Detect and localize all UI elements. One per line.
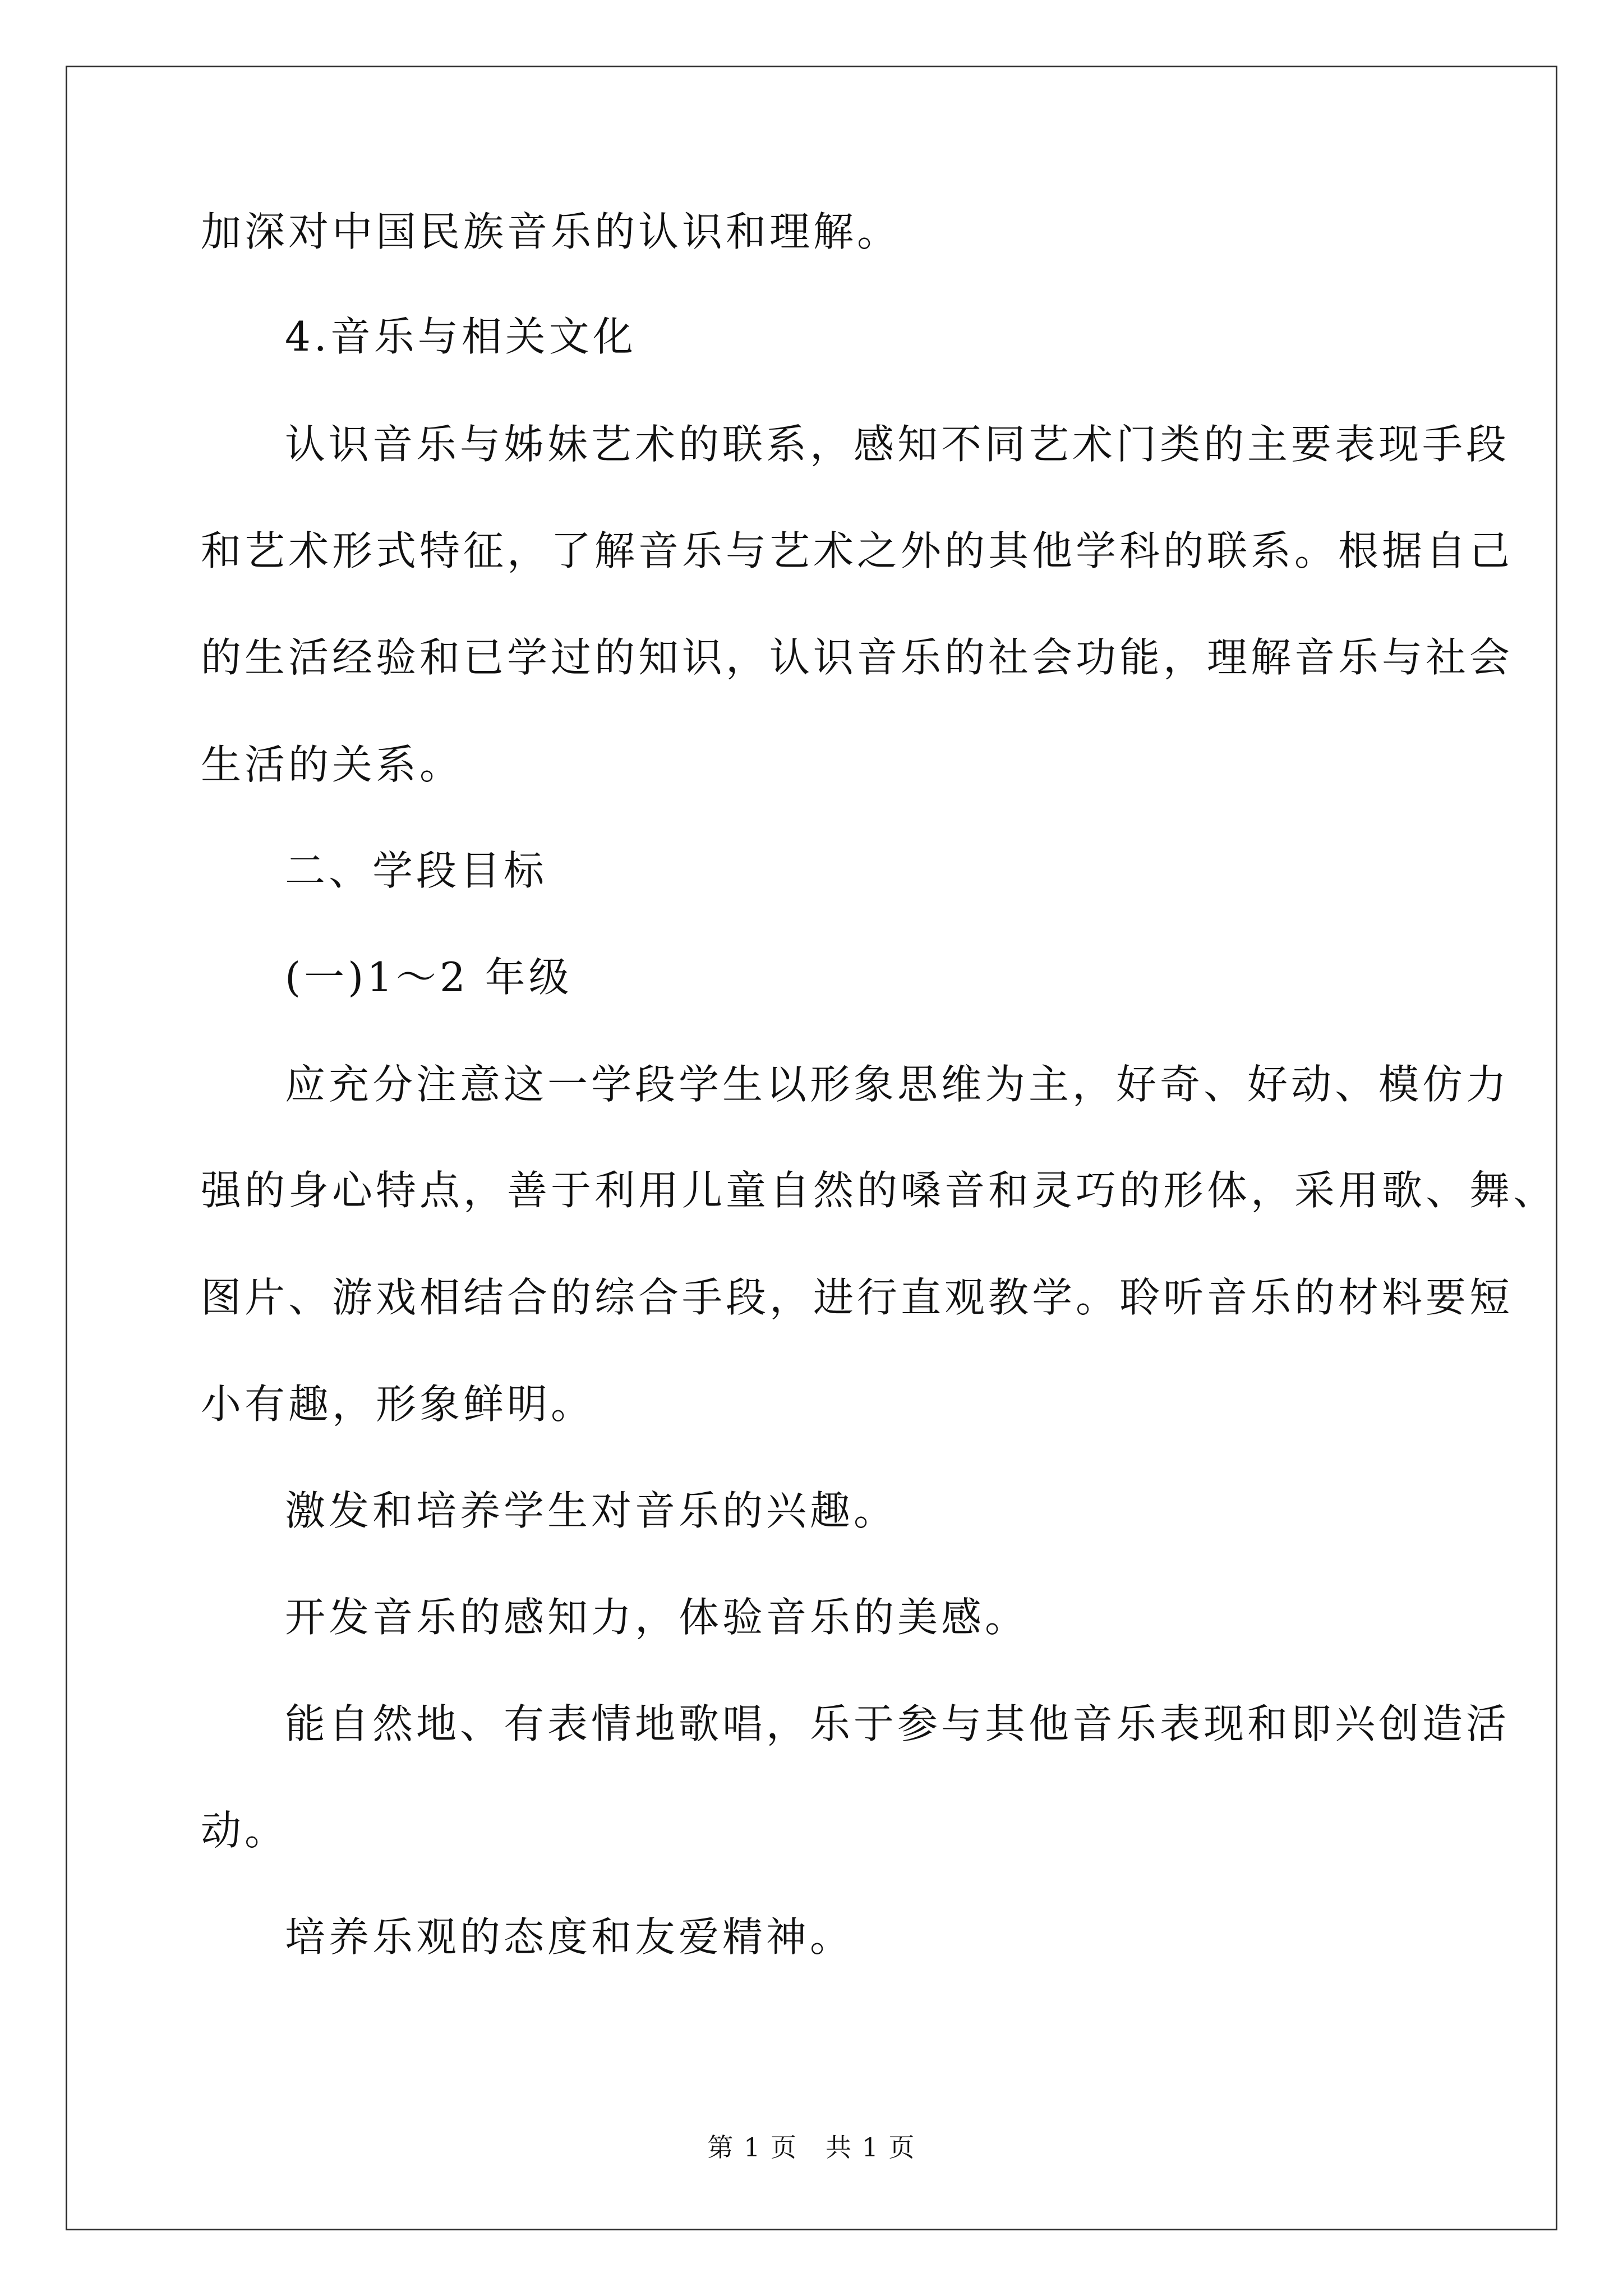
text-line: 生活的关系。 [201, 741, 464, 788]
text-line: 小有趣，形象鲜明。 [201, 1381, 595, 1428]
document-body [201, 0, 1557, 2076]
text-line: 开发音乐的感知力，体验音乐的美感。 [285, 1594, 1029, 1641]
text-line: 加深对中国民族音乐的认识和理解。 [201, 208, 901, 255]
page-number: 第 1 页 [707, 2132, 797, 2162]
page-footer [0, 2131, 1623, 2164]
page-total: 共 1 页 [826, 2132, 916, 2162]
text-line: 和艺术形式特征，了解音乐与艺术之外的其他学科的联系。根据自己 [201, 527, 1514, 574]
text-line: 的生活经验和已学过的知识，认识音乐的社会功能，理解音乐与社会 [201, 634, 1514, 681]
text-line: 动。 [201, 1807, 289, 1854]
text-line: 应充分注意这一学段学生以形象思维为主，好奇、好动、模仿力 [285, 1061, 1510, 1108]
text-line: 认识音乐与姊妹艺术的联系，感知不同艺术门类的主要表现手段 [285, 421, 1510, 468]
section-heading: 二、学段目标 [285, 847, 548, 894]
text-line: 激发和培养学生对音乐的兴趣。 [285, 1487, 898, 1534]
subsection-heading: (一)1～2 年级 [285, 954, 573, 1001]
text-line: 图片、游戏相结合的综合手段，进行直观教学。聆听音乐的材料要短 [201, 1274, 1514, 1321]
text-line: 能自然地、有表情地歌唱，乐于参与其他音乐表现和即兴创造活 [285, 1700, 1510, 1747]
text-line: 培养乐观的态度和友爱精神。 [285, 1913, 854, 1961]
section-heading: 4.音乐与相关文化 [285, 313, 637, 360]
text-line: 强的身心特点，善于利用儿童自然的嗓音和灵巧的形体，采用歌、舞、 [201, 1167, 1557, 1214]
